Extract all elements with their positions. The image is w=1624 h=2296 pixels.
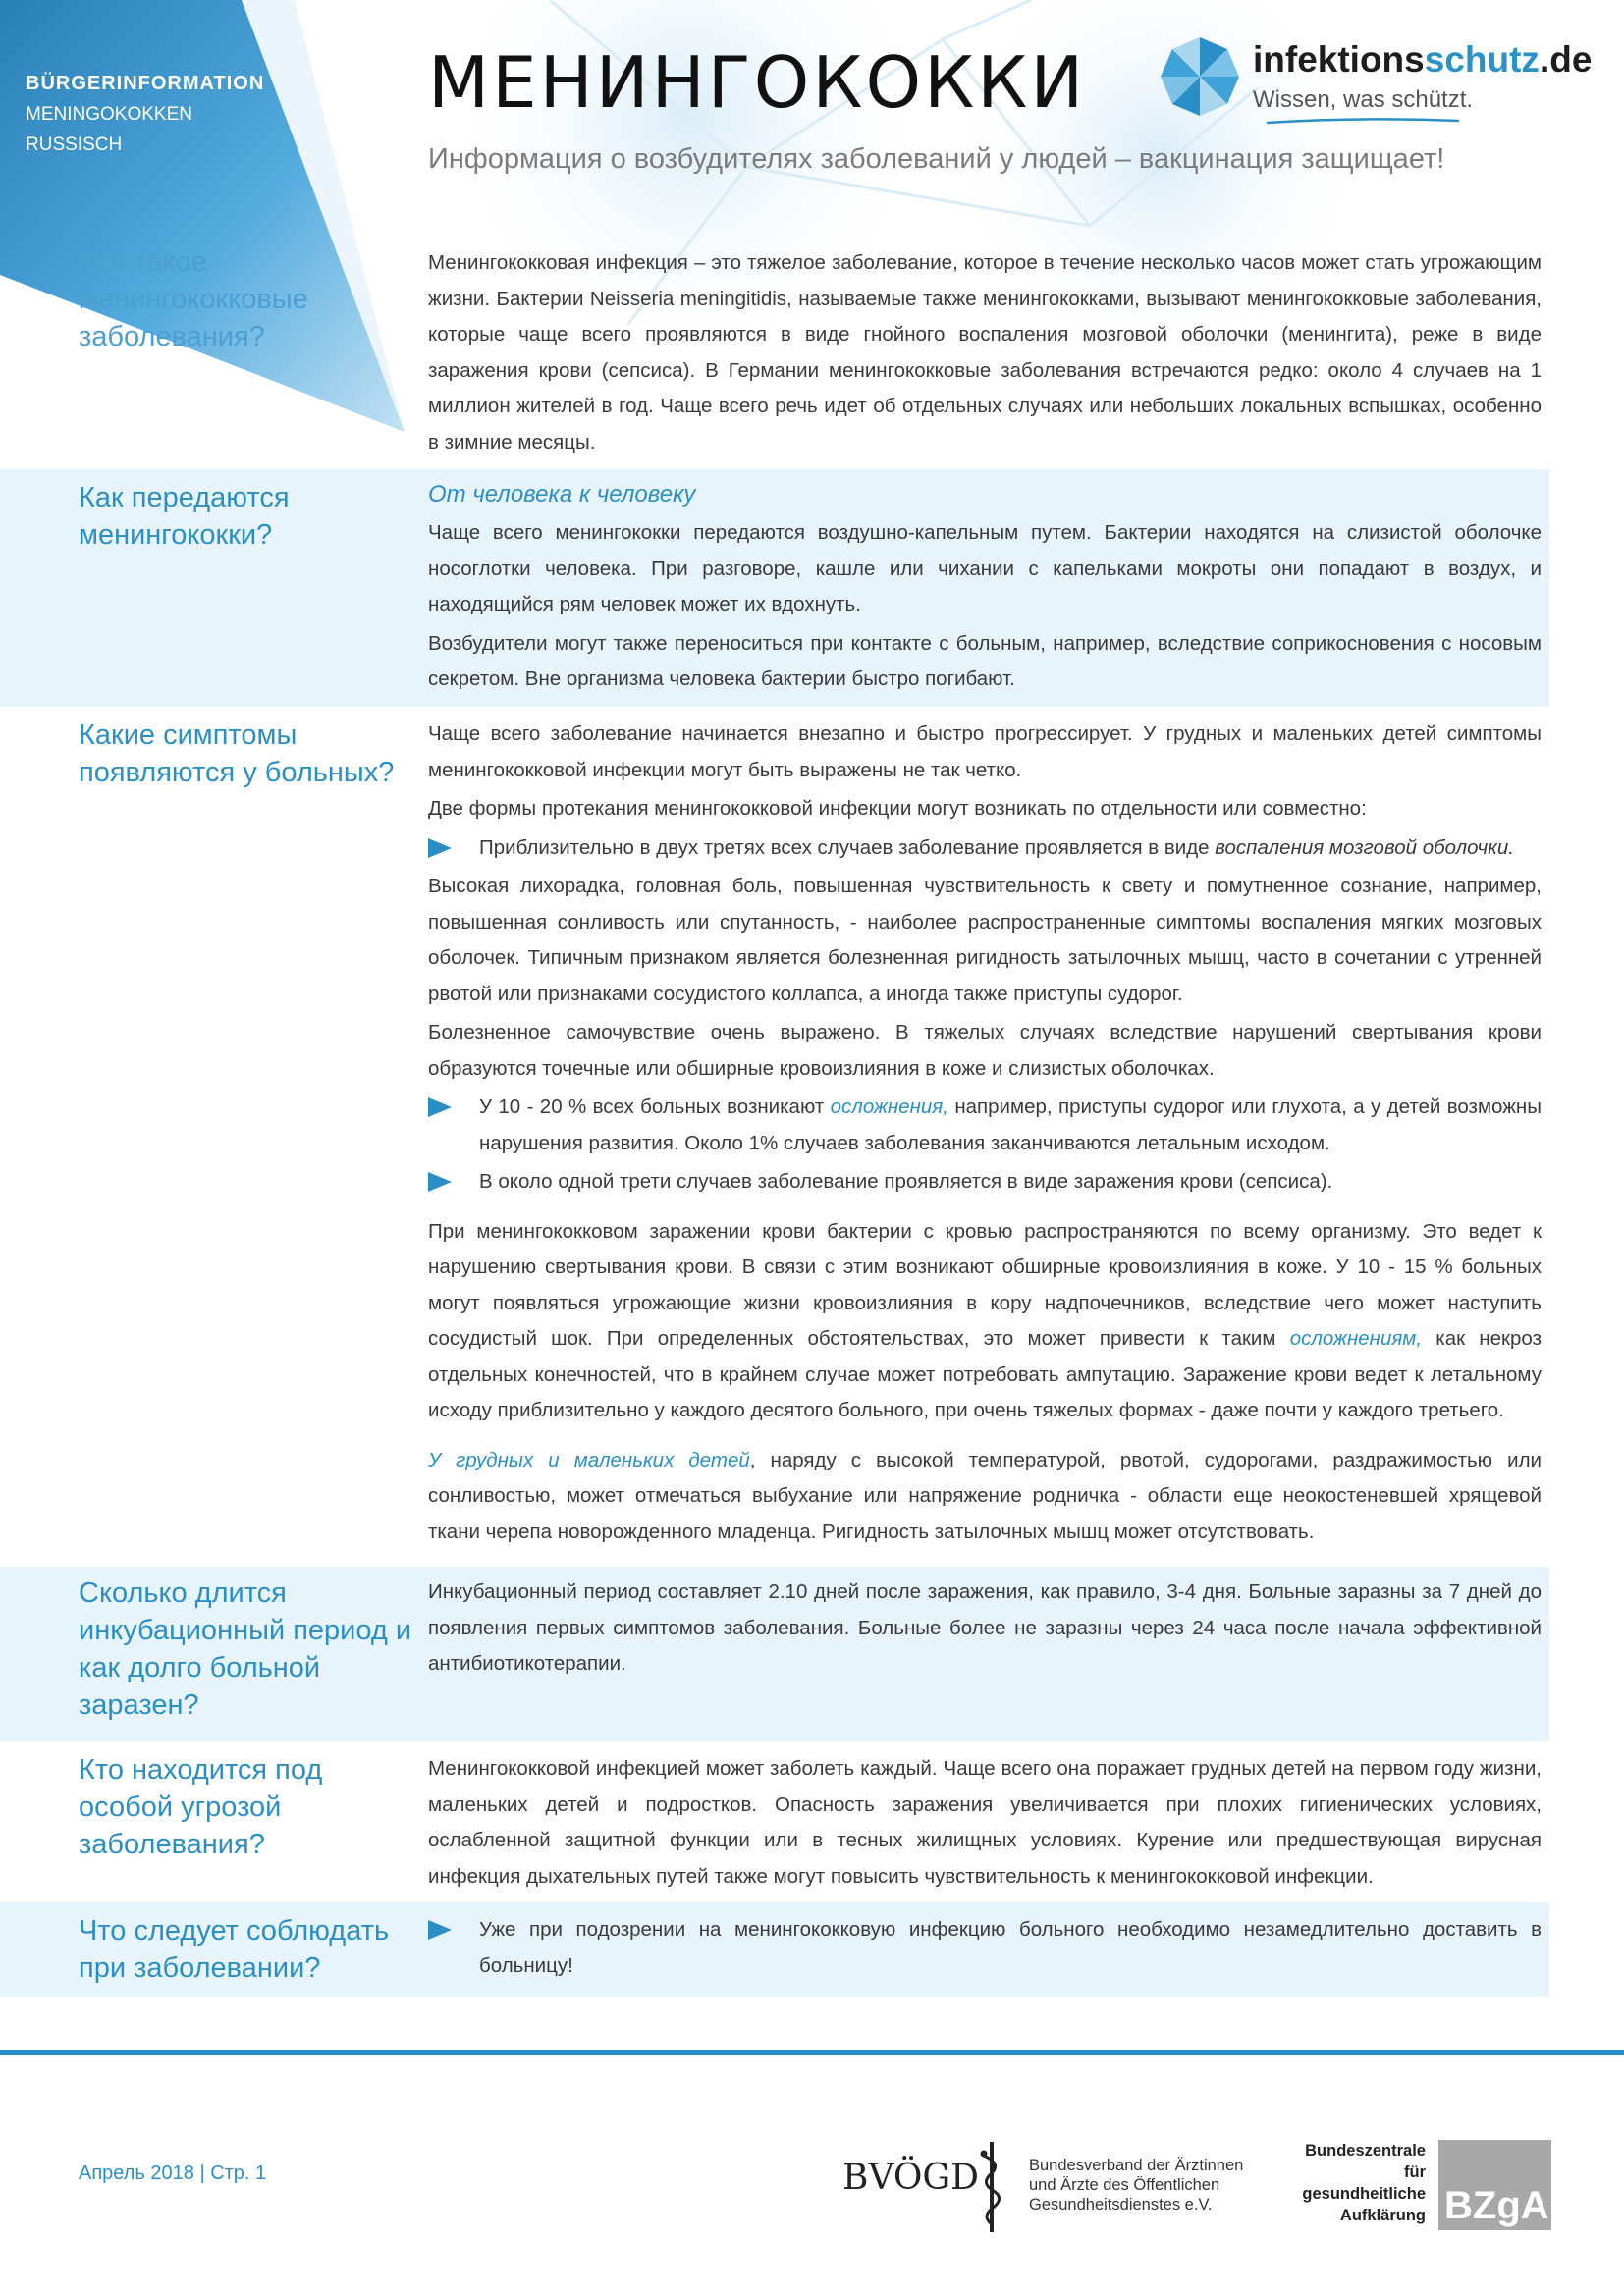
bullet-item — [428, 1164, 1542, 1201]
footer-date-page: Апрель 2018 | Стр. 1 — [79, 2163, 267, 2184]
bzga-description: Bundeszentrale für gesundheitliche Aufklärung — [1302, 2142, 1426, 2224]
logo-brand — [1253, 39, 1592, 80]
paragraph: Инкубационный период составляет 2.10 дней после заражения, как правило, 3-4 дня. Больные заразны за 7 дней до появления первых симптомов заболевания. Больные более не заразны через 24 часа после начала эффективной антибиотикотерапии. — [428, 1580, 1542, 1675]
complications-link[interactable]: осложнениям, — [1289, 1327, 1423, 1350]
paragraph-text: При менингококковом заражении крови бактерии с кровью распространяются по всему организму. Это ведет к нарушению свертывания крови. В связи с этим возникают обширные кровоизлияния в коже. У 10 - 15 % больных могут появляться угрожающие жизни кровоизлияния в кору надпочечников, вследствие чего может наступить сосудистый шок. При определенных обстоятельствах, это может привести к таким — [428, 1219, 1542, 1350]
section-what-is — [0, 232, 1549, 467]
document-tag — [26, 73, 264, 156]
bullet-emphasis: воспаления мозговой оболочки. — [1215, 835, 1515, 859]
aesculapian-staff-icon — [972, 2138, 1011, 2236]
arrow-bullet-icon — [428, 838, 452, 858]
section-symptoms — [0, 707, 1549, 1567]
logo-brand-part2: schutz — [1424, 39, 1540, 80]
arrow-bullet-icon — [428, 1172, 452, 1192]
section-what-to-do — [0, 1902, 1549, 1997]
bullet-item — [428, 830, 1542, 867]
paragraph: Высокая лихорадка, головная боль, повышенная чувствительность к свету и помутненное сознание, например, повышенная сонливость или спутанность, - наиболее распространенные симптомы воспаления мягких мозговых оболочек. Типичным признаком является болезненная ригидность затылочных мышц, часто в сочетании с утренней рвотой или признаками сосудистого коллапса, а иногда также приступы судорог. — [428, 875, 1542, 1005]
bullet-text: Приблизительно в двух третях всех случаев заболевание проявляется в виде — [479, 835, 1216, 859]
paragraph-text: , наряду с высокой температурой, рвотой, судорогами, раздражимостью или сонливостью, может отмечаться выбухание или напряжение родничка - области еще неокостеневшей хрящевой ткани черепа новорожденного младенца. Ригидность затылочных мышц может отсутствовать. — [428, 1448, 1542, 1543]
question-incubation: Сколько длится инкубационный период и как долго больной заразен? — [79, 1577, 412, 1721]
question-transmission: Как передаются менингококки? — [79, 482, 290, 551]
section-incubation — [0, 1567, 1549, 1741]
slogan-underline — [1265, 115, 1461, 127]
bullet-text: В около одной трети случаев заболевание проявляется в виде заражения крови (сепсиса). — [479, 1170, 1333, 1193]
paragraph — [428, 1443, 1542, 1551]
logo-brand-part3: .de — [1539, 39, 1593, 80]
paragraph: Возбудители могут также переноситься при контакте с больным, например, вследствие соприкосновения с носовым секретом. Вне организма человека бактерии быстро погибают. — [428, 631, 1542, 690]
page-subtitle: Информация о возбудителях заболеваний у людей – вакцинация защищает! — [428, 143, 1445, 175]
bzga-box — [1438, 2140, 1551, 2230]
tag-language: RUSSISCH — [26, 134, 123, 155]
paragraph: Менингококковая инфекция – это тяжелое заболевание, которое в течение несколько часов может стать угрожающим жизни. Бактерии Neisseria meningitidis, называемые также менингококками, вызывают менингококковые заболевания, которые чаще всего проявляются в виде гнойного воспаления мозговой оболочки (менингита), реже в виде заражения крови (сепсиса). В Германии менингококковые заболевания встречаются редко: около 4 случаев на 1 миллион жителей в год. Чаще всего речь идет об отдельных случаях или небольших локальных вспышках, особенно в зимние месяцы. — [428, 251, 1542, 454]
tag-category: BÜRGERINFORMATION — [26, 73, 265, 94]
section-transmission — [0, 469, 1549, 707]
paragraph: Болезненное самочувствие очень выражено. В тяжелых случаях вследствие нарушений свертывания крови образуются точечные или обширные кровоизлияния в коже и слизистых оболочках. — [428, 1021, 1542, 1080]
logo-brand-part1: infektions — [1253, 39, 1425, 80]
arrow-bullet-icon — [428, 1920, 452, 1940]
bzga-logo[interactable] — [1301, 2140, 1551, 2230]
bvogd-logo[interactable] — [842, 2138, 1255, 2236]
answer-incubation — [428, 1575, 1542, 1682]
question-what-to-do: Что следует соблюдать при заболевании? — [79, 1915, 390, 1984]
paragraph: Чаще всего заболевание начинается внезапно и быстро прогрессирует. У грудных и маленьких детей симптомы менингококковой инфекции могут быть выражены не так четко. — [428, 722, 1542, 781]
paragraph: Чаще всего менингококки передаются воздушно-капельным путем. Бактерии находятся на слизистой оболочке носоглотки человека. При разговоре, кашле или чихании с капельками мокроты они попадают в воздух, и находящийся рям человек может их вдохнуть. — [428, 521, 1542, 615]
bullet-item — [428, 1912, 1542, 1984]
bvogd-description: Bundesverband der Ärztinnen und Ärzte des Öffentlichen Gesundheitsdienstes e.V. — [1029, 2157, 1244, 2214]
paragraph: Менингококковой инфекцией может заболеть каждый. Чаще всего она поражает грудных детей на первом году жизни, маленьких детей и подростков. Опасность заражения увеличивается при плохих гигиенических условиях, ослабленной защитной функции или в тесных жилищных условиях. Курение или предшествующая вирусная инфекция дыхательных путей также могут повысить чувствительность к менингококковой инфекции. — [428, 1757, 1542, 1888]
subheading: От человека к человеку — [428, 481, 696, 507]
logo-slogan: Wissen, was schützt. — [1253, 86, 1474, 113]
paragraph: Две формы протекания менингококковой инфекции могут возникать по отдельности или совместно: — [428, 797, 1367, 820]
paragraph-text: как некроз отдельных конечностей, что в крайнем случае может потребовать ампутацию. Заражение крови ведет к летальному исходу приблизительно у каждого десятого больного, при очень тяжелых формах - даже почти у каждого третьего. — [428, 1327, 1542, 1421]
answer-risk-groups — [428, 1751, 1542, 1895]
bullet-item — [428, 1090, 1542, 1161]
complications-link[interactable]: осложнения, — [830, 1095, 948, 1118]
bullet-text: например, приступы судорог или глухота, а у детей возможны нарушения развития. Около 1% случаев заболевания заканчиваются летальным исходом. — [479, 1095, 1542, 1154]
question-symptoms: Какие симптомы появляются у больных? — [79, 720, 395, 788]
infektionsschutz-logo[interactable] — [1159, 35, 1591, 133]
bullet-text: У 10 - 20 % всех больных возникают — [479, 1095, 831, 1118]
umbrella-icon — [1159, 35, 1241, 118]
question-what-is: Что такое менингококковые заболевания? — [79, 246, 308, 352]
bvogd-name: BVÖGD — [842, 2158, 979, 2198]
paragraph — [428, 1214, 1542, 1429]
bzga-box-text: BZgA — [1444, 2184, 1549, 2227]
question-risk-groups: Кто находится под особой угрозой заболевания? — [79, 1754, 323, 1860]
section-risk-groups — [0, 1741, 1549, 1900]
answer-transmission — [428, 477, 1542, 698]
answer-what-is — [428, 245, 1542, 460]
page-title: МЕНИНГОКОККИ — [428, 41, 1087, 124]
infants-link[interactable]: У грудных и маленьких детей — [428, 1448, 750, 1471]
bullet-text: Уже при подозрении на менингококковую инфекцию больного необходимо незамедлительно доставить в больницу! — [479, 1918, 1542, 1977]
tag-topic: MENINGOKOKKEN — [26, 104, 192, 125]
footer-divider — [0, 2050, 1624, 2055]
answer-symptoms — [428, 717, 1542, 1550]
arrow-bullet-icon — [428, 1097, 452, 1117]
answer-what-to-do — [428, 1912, 1542, 1984]
